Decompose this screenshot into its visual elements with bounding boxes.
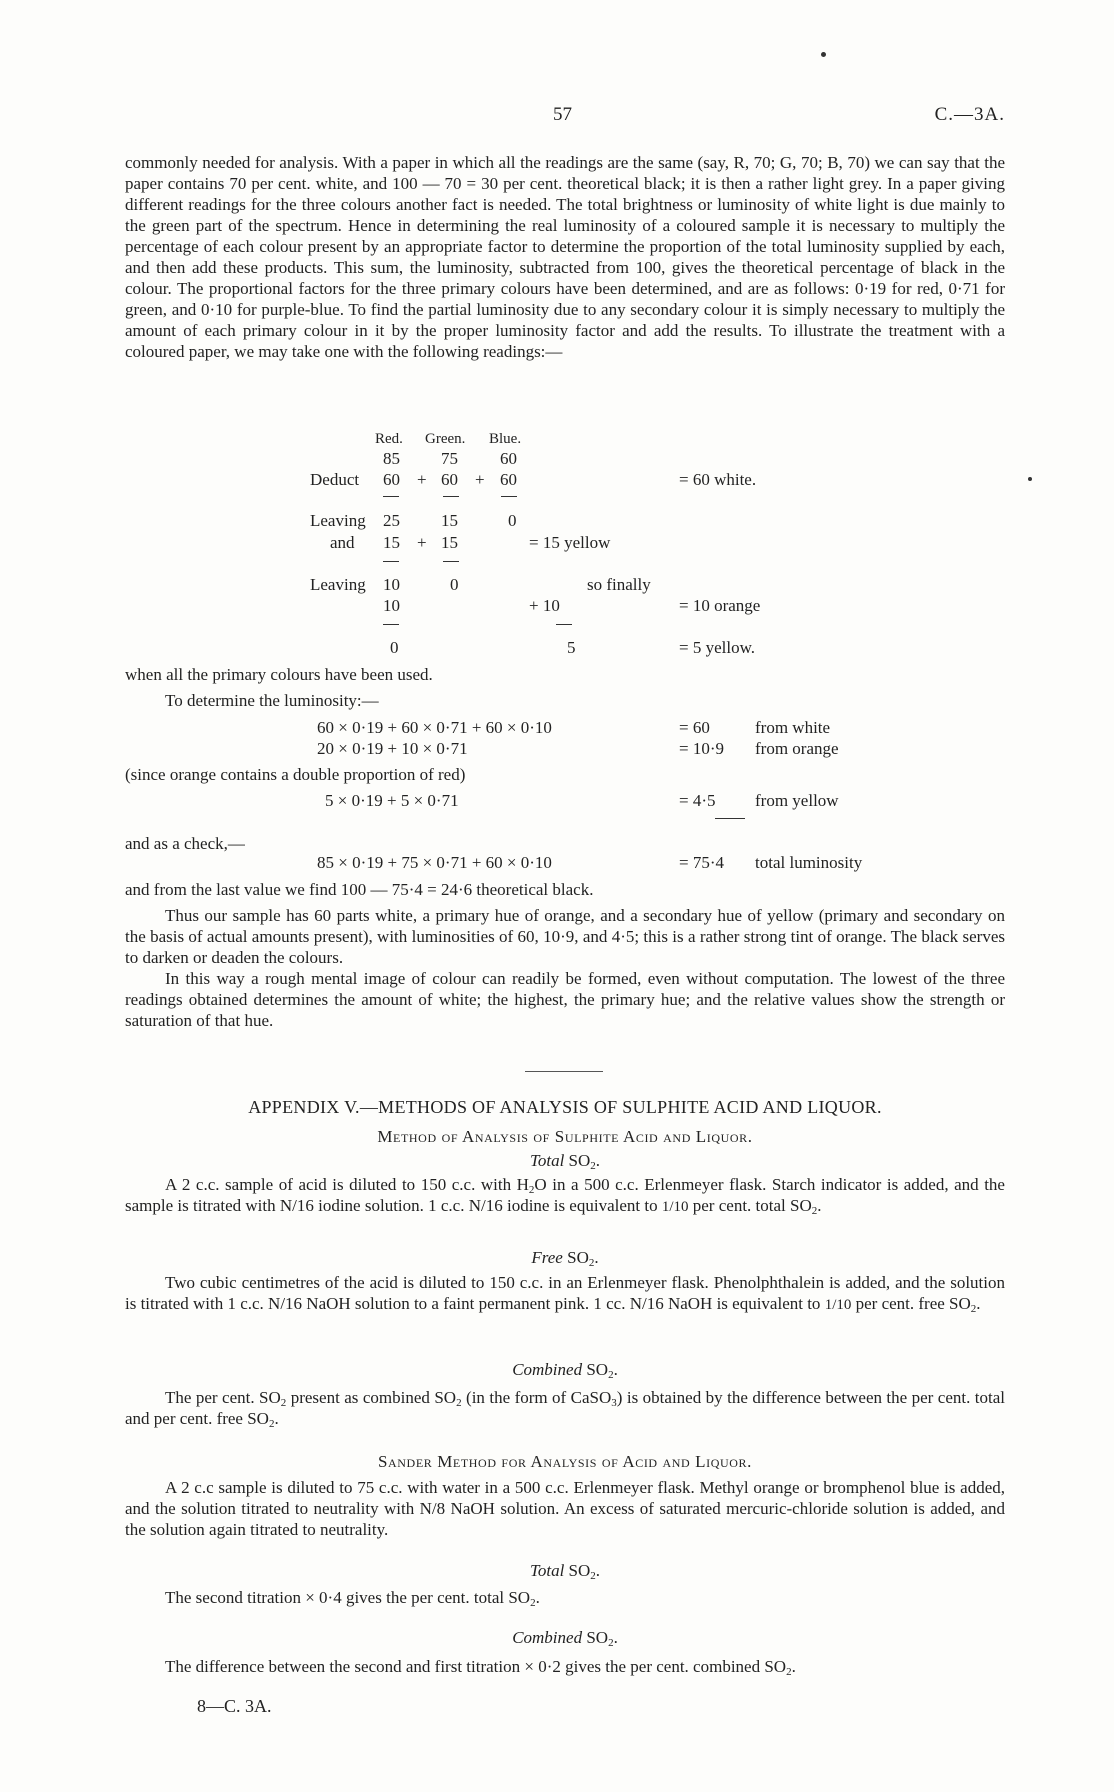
total2-so2-heading: Total $SO_2$. xyxy=(529,1561,601,1582)
body-paragraph: In this way a rough mental image of colour can readily be formed, even without computation. The lowest of the three readings obtained determines the amount of white; the highest, the primary hue; and the relative values show the strength or saturation of that hue. xyxy=(125,969,1005,1030)
subscript: 2 xyxy=(590,1570,596,1582)
free-so2-heading: Free $SO_2$. xyxy=(531,1248,599,1269)
body-text: and as a check,— xyxy=(125,834,245,853)
so2-text: SO xyxy=(586,1360,609,1379)
document-page xyxy=(125,0,1005,1792)
so2-text: SO xyxy=(568,1561,591,1580)
body-text: To determine the luminosity:— xyxy=(165,691,379,710)
text-fragment: O in a 500 c.c. Erlenmeyer flask. Starch indicator is added, and the sample is titrated with N/16 iodine solution. 1 c.c. N/16 iodine is equivalent to xyxy=(125,1175,1005,1215)
value-green: 75 xyxy=(441,449,458,468)
text-fragment: A 2 c.c. sample of acid is diluted to 150 c.c. with H xyxy=(165,1175,529,1194)
text-fragment: present as combined SO xyxy=(290,1388,457,1407)
body-text: (since orange contains a double proportion of red) xyxy=(125,765,466,784)
body-text: when all the primary colours have been used. xyxy=(125,665,433,684)
subscript: 2 xyxy=(608,1369,614,1381)
rule xyxy=(383,496,399,497)
subscript: 2 xyxy=(268,1418,275,1430)
page-footer: 8—C. 3A. xyxy=(197,1696,272,1716)
total-so2-heading: Total $SO_2$. xyxy=(529,1151,601,1172)
text-fragment: The per cent. SO xyxy=(165,1388,281,1407)
leaving-label: Leaving xyxy=(310,511,366,530)
rule xyxy=(443,561,459,562)
rule xyxy=(383,561,399,562)
leaving-green: 15 xyxy=(441,511,458,530)
so2-text: SO xyxy=(586,1628,609,1647)
ink-dot xyxy=(1028,477,1032,481)
col-header-green: Green. xyxy=(425,431,466,447)
final-blue: 5 xyxy=(567,638,576,657)
subscript: 2 xyxy=(786,1666,792,1678)
leaving-blue: 0 xyxy=(508,511,517,530)
plus-sign: + xyxy=(417,470,427,489)
rule xyxy=(501,496,517,497)
text-fragment: per cent. free SO xyxy=(855,1294,971,1313)
deduct-label: Deduct xyxy=(310,470,360,489)
text-fragment: (in the form of CaSO xyxy=(466,1388,612,1407)
so2-text: SO xyxy=(567,1248,589,1267)
final-result: = 5 yellow. xyxy=(679,638,756,657)
rule xyxy=(443,496,459,497)
subscript: 2 xyxy=(280,1397,287,1409)
total-so2-paragraph: A 2 c.c. sample of acid is diluted to 150 c.c. with $H_2O$ in a 500 c.c. Erlenmeyer flask. Starch indicator is added, and the sample is titrated with N/16 iodine solution. 1 c.c. N/16 iodine is equivalent to 1/10 per cent. total $SO_2$. xyxy=(125,1175,1005,1217)
and-label: and xyxy=(330,533,355,552)
luminosity-result: = 10·9 xyxy=(679,739,724,758)
page-reference: C.—3A. xyxy=(934,104,1005,125)
leaving-red: 25 xyxy=(383,511,400,530)
rule xyxy=(383,624,399,625)
heading-text: Combined xyxy=(512,1628,583,1647)
combined-so2-heading: Combined $SO_2$. xyxy=(512,1360,618,1381)
body-paragraph: commonly needed for analysis. With a paper in which all the readings are the same (say, R, 70; G, 70; B, 70) we can say that the paper contains 70 per cent. white, and 100 — 70 = 30 per cent. theoretical black; it is then a rather light grey. In a paper giving different readings for the three colours another fact is needed. The total brightness or luminosity of white light is due mainly to the green part of the spectrum. Hence in determining the real luminosity of a coloured sample it is necessary to multiply the percentage of each colour present by an appropriate factor to determine the proportion of the total luminosity supplied by each, and then add these products. This sum, the luminosity, subtracted from 100, gives the theoretical percentage of black in the colour. The proportional factors for the three primary colours have been determined, and are as follows: 0·19 for red, 0·71 for green, and 0·10 for purple-blue. To find the partial luminosity due to any secondary colour it is simply necessary to multiply the amount of each primary colour in it by the proper luminosity factor and add the results. To illustrate the treatment with a coloured paper, we may take one with the following readings:— xyxy=(125,153,1005,361)
luminosity-result: = 4·5 xyxy=(679,791,716,810)
subscript: 2 xyxy=(970,1303,977,1315)
leaving2-label: Leaving xyxy=(310,575,366,594)
luminosity-label: from white xyxy=(755,718,831,737)
heading-text: Total xyxy=(529,1561,565,1580)
combined2-so2-heading: Combined $SO_2$. xyxy=(512,1628,618,1649)
deduct-red: 60 xyxy=(383,470,400,489)
heading-text: Free xyxy=(531,1248,563,1267)
luminosity-equation: 5 × 0·19 + 5 × 0·71 xyxy=(325,791,459,810)
fraction: 1/10 xyxy=(661,1199,689,1215)
subscript: 2 xyxy=(528,1184,535,1196)
total2-so2-paragraph: The second titration × 0·4 gives the per cent. total $SO_2$. xyxy=(165,1588,540,1609)
value-red: 85 xyxy=(383,449,400,468)
section-divider xyxy=(525,1071,603,1072)
plus-sign: + xyxy=(475,470,485,489)
so-finally: so finally xyxy=(587,575,651,594)
page-number: 57 xyxy=(553,104,572,125)
and-red: 15 xyxy=(383,533,400,552)
col-header-blue: Blue. xyxy=(489,431,522,447)
text-fragment: per cent. total SO xyxy=(692,1196,812,1215)
combined-so2-paragraph: The per cent. $SO_2$ present as combined $SO_2$ (in the form of CaSO$_3$) is obtained by the difference between the per cent. total and per cent. free $SO_2$. xyxy=(125,1388,1006,1430)
orange-red: 10 xyxy=(383,596,400,615)
subscript: 2 xyxy=(811,1205,818,1217)
sander-paragraph: A 2 c.c sample is diluted to 75 c.c. with water in a 500 c.c. Erlenmeyer flask. Methyl orange or bromphenol blue is added, and the solution titrated to neutrality with N/8 NaOH solution. An excess of saturated mercuric-chloride solution is added, and the solution again titrated to neutrality. xyxy=(125,1478,1005,1539)
luminosity-equation: 20 × 0·19 + 10 × 0·71 xyxy=(317,739,468,758)
fraction: 1/10 xyxy=(824,1297,852,1313)
leaving2-red: 10 xyxy=(383,575,400,594)
text-fragment: ) is obtained by the difference between the per cent. total and per cent. free SO xyxy=(125,1388,1006,1428)
luminosity-equation: 60 × 0·19 + 60 × 0·71 + 60 × 0·10 xyxy=(317,718,552,737)
subscript: 3 xyxy=(611,1397,617,1409)
sander-heading: Sander Method for Analysis of Acid and Liquor. xyxy=(377,1452,753,1471)
subscript: 2 xyxy=(588,1257,595,1269)
so2-text: SO xyxy=(568,1151,591,1170)
white-result: = 60 white. xyxy=(679,470,757,489)
appendix-title: APPENDIX V.—METHODS OF ANALYSIS OF SULPHITE ACID AND LIQUOR. xyxy=(248,1097,882,1117)
method-heading: Method of Analysis of Sulphite Acid and Liquor. xyxy=(377,1127,753,1146)
rule xyxy=(556,624,572,625)
leaving2-green: 0 xyxy=(450,575,459,594)
heading-text: Combined xyxy=(512,1360,583,1379)
heading-text: Total xyxy=(529,1151,565,1170)
and-green: 15 xyxy=(441,533,458,552)
subscript: 2 xyxy=(456,1397,462,1409)
orange-blue: + 10 xyxy=(529,596,560,615)
col-header-red: Red. xyxy=(375,431,403,447)
plus-sign: + xyxy=(417,533,427,552)
luminosity-label: from orange xyxy=(755,739,839,758)
body-text: and from the last value we find 100 — 75·4 = 24·6 theoretical black. xyxy=(125,880,594,899)
check-equation: 85 × 0·19 + 75 × 0·71 + 60 × 0·10 xyxy=(317,853,552,872)
page-header xyxy=(125,104,1005,128)
free-so2-paragraph: Two cubic centimetres of the acid is diluted to 150 c.c. in an Erlenmeyer flask. Phenolphthalein is added, and the solution is titrated with 1 c.c. N/16 NaOH solution to a faint permanent pink. 1 cc. N/16 NaOH is equivalent to 1/10 per cent. free $SO_2$. xyxy=(125,1273,1005,1315)
rule xyxy=(715,818,745,819)
body-paragraph: Thus our sample has 60 parts white, a primary hue of orange, and a secondary hue of yellow (primary and secondary on the basis of actual amounts present), with luminosities of 60, 10·9, and 4·5; this is a rather strong tint of orange. The black serves to darken or deaden the colours. xyxy=(125,906,1005,967)
check-label: total luminosity xyxy=(755,853,863,872)
yellow-result: = 15 yellow xyxy=(529,533,611,552)
deduct-green: 60 xyxy=(441,470,458,489)
subscript: 2 xyxy=(530,1597,536,1609)
luminosity-result: = 60 xyxy=(679,718,710,737)
text-fragment: The second titration × 0·4 gives the per cent. total SO xyxy=(165,1588,531,1607)
combined2-so2-paragraph: The difference between the second and first titration × 0·2 gives the per cent. combined $SO_2$. xyxy=(165,1657,796,1678)
value-blue: 60 xyxy=(500,449,517,468)
text-fragment: Two cubic centimetres of the acid is diluted to 150 c.c. in an Erlenmeyer flask. Phenolphthalein is added, and the solution is titrated with 1 c.c. N/16 NaOH solution to a faint permanent pink. 1 cc. N/16 NaOH is equivalent to xyxy=(125,1273,1005,1313)
check-result: = 75·4 xyxy=(679,853,724,872)
final-red: 0 xyxy=(390,638,399,657)
orange-result: = 10 orange xyxy=(679,596,761,615)
subscript: 2 xyxy=(590,1160,596,1172)
text-fragment: The difference between the second and first titration × 0·2 gives the per cent. combined SO xyxy=(165,1657,787,1676)
deduct-blue: 60 xyxy=(500,470,517,489)
luminosity-label: from yellow xyxy=(755,791,839,810)
subscript: 2 xyxy=(608,1637,614,1649)
